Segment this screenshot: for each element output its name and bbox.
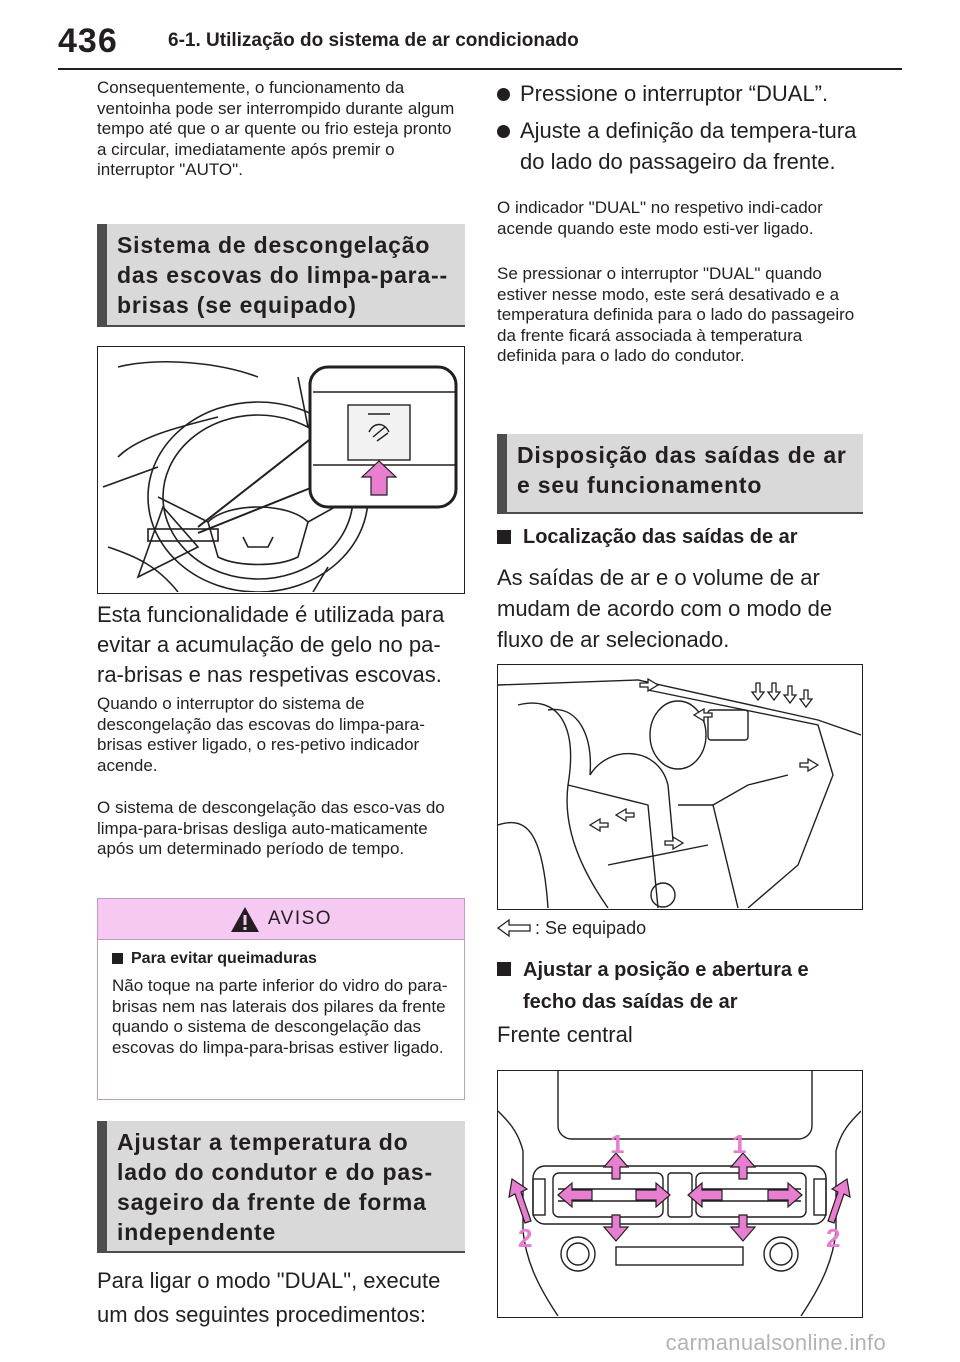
callout-label-1: 1 xyxy=(732,1129,747,1159)
paragraph-dual-indicator: O indicador "DUAL" no respetivo indi-cador acende quando este modo esti-ver ligado. xyxy=(497,198,823,238)
square-bullet-icon xyxy=(497,962,511,976)
callout-label-2: 2 xyxy=(518,1223,533,1253)
section-title-air-outlets: Disposição das saídas de ar e seu funcionamento xyxy=(497,434,863,514)
paragraph-auto-off: O sistema de descongelação das esco-vas do limpa-para-brisas desliga auto-maticamente após um determinado período de tempo. xyxy=(97,798,445,858)
bullet-item: Pressione o interruptor “DUAL”. xyxy=(497,78,863,109)
intro-paragraph: Consequentemente, o funcionamento da ventoinha pode ser interrompido durante algum tempo até que o ar quente ou frio esteja pronto a circular, imediatamente após premir o interruptor "AUTO". xyxy=(97,78,455,179)
bullet-item: Ajuste a definição da tempera-tura do lado do passageiro da frente. xyxy=(497,115,863,177)
bullet-dot-icon xyxy=(497,125,510,138)
section-title-wiper-deicer: Sistema de descongelação das escovas do limpa-para--brisas (se equipado) xyxy=(97,224,465,327)
center-vents-illustration xyxy=(498,1071,861,1316)
optional-arrow-icon xyxy=(497,918,531,938)
cabin-illustration xyxy=(498,665,861,908)
dashboard-illustration xyxy=(98,347,464,592)
warning-text: Não toque na parte inferior do vidro do para-brisas nem nas laterais dos pilares da frente quando o sistema de descongelação das escovas do limpa-para-brisas estiver ligado. xyxy=(112,976,448,1057)
warning-triangle-icon xyxy=(230,906,260,933)
warning-header xyxy=(98,899,464,939)
paragraph-airflow: As saídas de ar e o volume de ar mudam de acordo com o modo de fluxo de ar selecionado. xyxy=(497,565,833,652)
legend xyxy=(497,918,646,939)
paragraph-dual-off: Se pressionar o interruptor "DUAL" quando estiver nesse modo, este será desativado e a temperatura definida para o lado do passageiro da frente ficará associada à temperatura definida para o lado do condutor. xyxy=(497,264,855,365)
header-rule xyxy=(58,68,902,70)
bullet-list xyxy=(497,78,863,177)
paragraph-indicator: Quando o interruptor do sistema de descongelação das escovas do limpa-para-brisas estiver ligado, o res-petivo indicador acende. xyxy=(97,694,425,775)
warning-title: AVISO xyxy=(267,908,333,929)
paragraph-function: Esta funcionalidade é utilizada para evitar a acumulação de gelo no pa-ra-brisas e nas respetivas escovas. xyxy=(97,602,445,687)
center-vents-figure xyxy=(497,1070,863,1318)
wiper-deicer-figure xyxy=(97,346,465,594)
label-front-center: Frente central xyxy=(497,1022,633,1047)
air-outlets-figure xyxy=(497,664,863,910)
warning-box xyxy=(97,898,465,1100)
subheading-adjust-outlets: Ajustar a posição e abertura e fecho das saídas de ar xyxy=(497,954,863,1018)
warning-subtitle: Para evitar queimaduras xyxy=(131,950,317,967)
legend-text: : Se equipado xyxy=(535,918,647,938)
callout-label-1: 1 xyxy=(610,1129,625,1159)
square-bullet-icon xyxy=(497,530,511,544)
footer-watermark: carmanualsonline.info xyxy=(665,1330,886,1355)
subheading-outlet-location: Localização das saídas de ar xyxy=(497,522,863,553)
chapter-title: 6-1. Utilização do sistema de ar condicionado xyxy=(168,30,579,51)
paragraph-dual-mode: Para ligar o modo "DUAL", execute um dos seguintes procedimentos: xyxy=(97,1268,441,1327)
bullet-dot-icon xyxy=(497,88,510,101)
section-title-dual-temp: Ajustar a temperatura do lado do condutor e do pas-sageiro da frente de forma independente xyxy=(97,1121,465,1253)
page-number: 436 xyxy=(58,22,118,60)
callout-label-2: 2 xyxy=(826,1223,841,1253)
square-bullet-icon xyxy=(112,953,123,964)
